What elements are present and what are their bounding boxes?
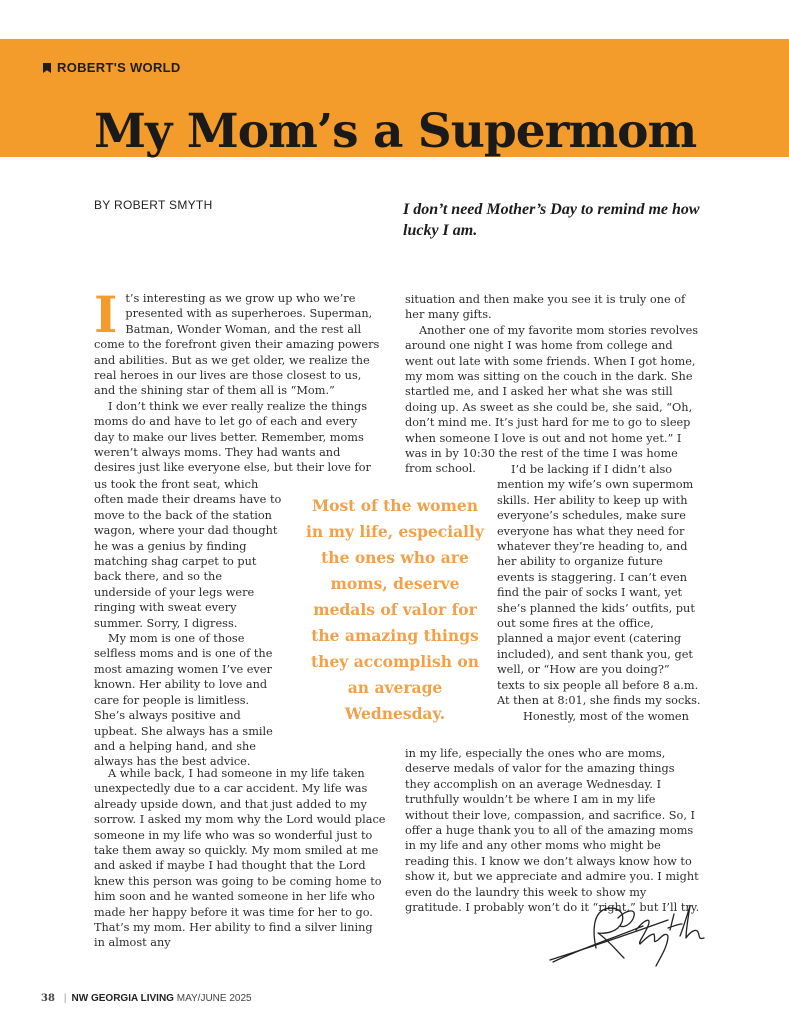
- issue-date: MAY/JUNE 2025: [176, 993, 252, 1004]
- publication-name: NW GEORGIA LIVING: [71, 993, 174, 1004]
- author-signature: [548, 900, 723, 975]
- paragraph-2b: us took the front seat, which often made their dreams have to move to the back of the station wagon, where your dad thought he was a genius by finding matching shag carpet to put back there, and so the underside of your legs were ringing with sweat every summer. Sorry, I digress.: [94, 478, 282, 630]
- pull-quote: Most of the women in my life, especially the ones who are moms, deserve medals of valor for the amazing things they accomplish on an average Wednesday.: [306, 496, 484, 723]
- right-column-bottom: [405, 746, 701, 915]
- left-column-bottom: [94, 766, 386, 951]
- section-label-text: ROBERT'S WORLD: [57, 60, 181, 75]
- paragraph-7: I’d be lacking if I didn’t also mention my wife’s own supermom skills. Her ability to keep up with everyone’s schedules, make sure everyone has what they need for whatever they’re heading to, and her ability to organize future events is staggering. I can’t even find the pair of socks I want, yet she’s planned the kids’ outfits, put out some fires at the office, planned a major event (catering included), and sent thank you, get well, or “How are you doing?” texts to six people all before 8 a.m. At then at 8:01, she finds my socks.: [497, 463, 701, 708]
- page-number: 38: [41, 993, 55, 1004]
- bookmark-icon: [43, 63, 51, 73]
- paragraph-4: A while back, I had someone in my life taken unexpectedly due to a car accident. My life was already upside down, and that just added to my sorrow. I asked my mom why the Lord would place someone in my life who was so wonderful just to take them away so quickly. My mom smiled at me and asked if maybe I had thought that the Lord knew this person was going to be coming home to him soon and he wanted someone in her life who made her happy before it was time for her to go. That’s my mom. Her ability to find a silver lining in almost any: [94, 767, 386, 950]
- paragraph-3: My mom is one of those selfless moms and is one of the most amazing women I’ve ever known. Her ability to love and care for people is limitless. She’s always positive and upbeat. She always has a smile and a helping hand, and she always has the best advice.: [94, 632, 273, 769]
- section-label: [43, 60, 181, 75]
- drop-cap: I: [94, 285, 118, 344]
- left-column-top: [94, 285, 380, 476]
- paragraph-intro: It’s interesting as we grow up who we’re presented with as superheroes. Superman, Batman, Wonder Woman, and the rest all come to the forefront given their amazing powers and abilities. But as we get older, we realize the real heroes in our lives are those closest to us, and the shining star of them all is “Mom.”: [94, 285, 380, 398]
- article-title: My Mom’s a Supermom: [94, 104, 697, 159]
- footer-divider: |: [63, 993, 67, 1004]
- left-column-narrow: [94, 477, 282, 770]
- article-deck: I don’t need Mother’s Day to remind me how lucky I am.: [403, 201, 700, 239]
- paragraph-8a: Honestly, most of the women: [523, 709, 689, 723]
- right-column-top: [405, 292, 701, 477]
- byline: BY ROBERT SMYTH: [94, 198, 213, 212]
- right-column-narrow: [497, 462, 701, 724]
- paragraph-8b: in my life, especially the ones who are moms, deserve medals of valor for the amazing things they accomplish on an average Wednesday. I truthfully wouldn’t be where I am in my life without their love, compassion, and sacrifice. So, I offer a huge thank you to all of the amazing moms in my life and any other moms who might be reading this. I know we don’t always know how to show it, but we appreciate and admire you. I might even do the laundry this week to show my gratitude. I probably won’t do it “right,” but I’ll try.: [405, 747, 700, 915]
- paragraph-5: situation and then make you see it is truly one of her many gifts.: [405, 293, 686, 322]
- page-footer: [41, 993, 252, 1004]
- paragraph-2a: I don’t think we ever really realize the things moms do and have to let go of each and every day to make our lives better. Remember, moms weren’t always moms. They had wants and desires just like everyone else, but their love for: [94, 399, 371, 475]
- paragraph-6: Another one of my favorite mom stories revolves around one night I was home from college and went out late with some friends. When I got home, my mom was sitting on the couch in the dark. She startled me, and I asked her what she was still doing up. As sweet as she could be, she said, “Oh, don’t mind me. It’s just hard for me to go to sleep when someone I love is out and not home yet.” I was in by 10:30 the rest of the time I was home from school.: [405, 323, 699, 476]
